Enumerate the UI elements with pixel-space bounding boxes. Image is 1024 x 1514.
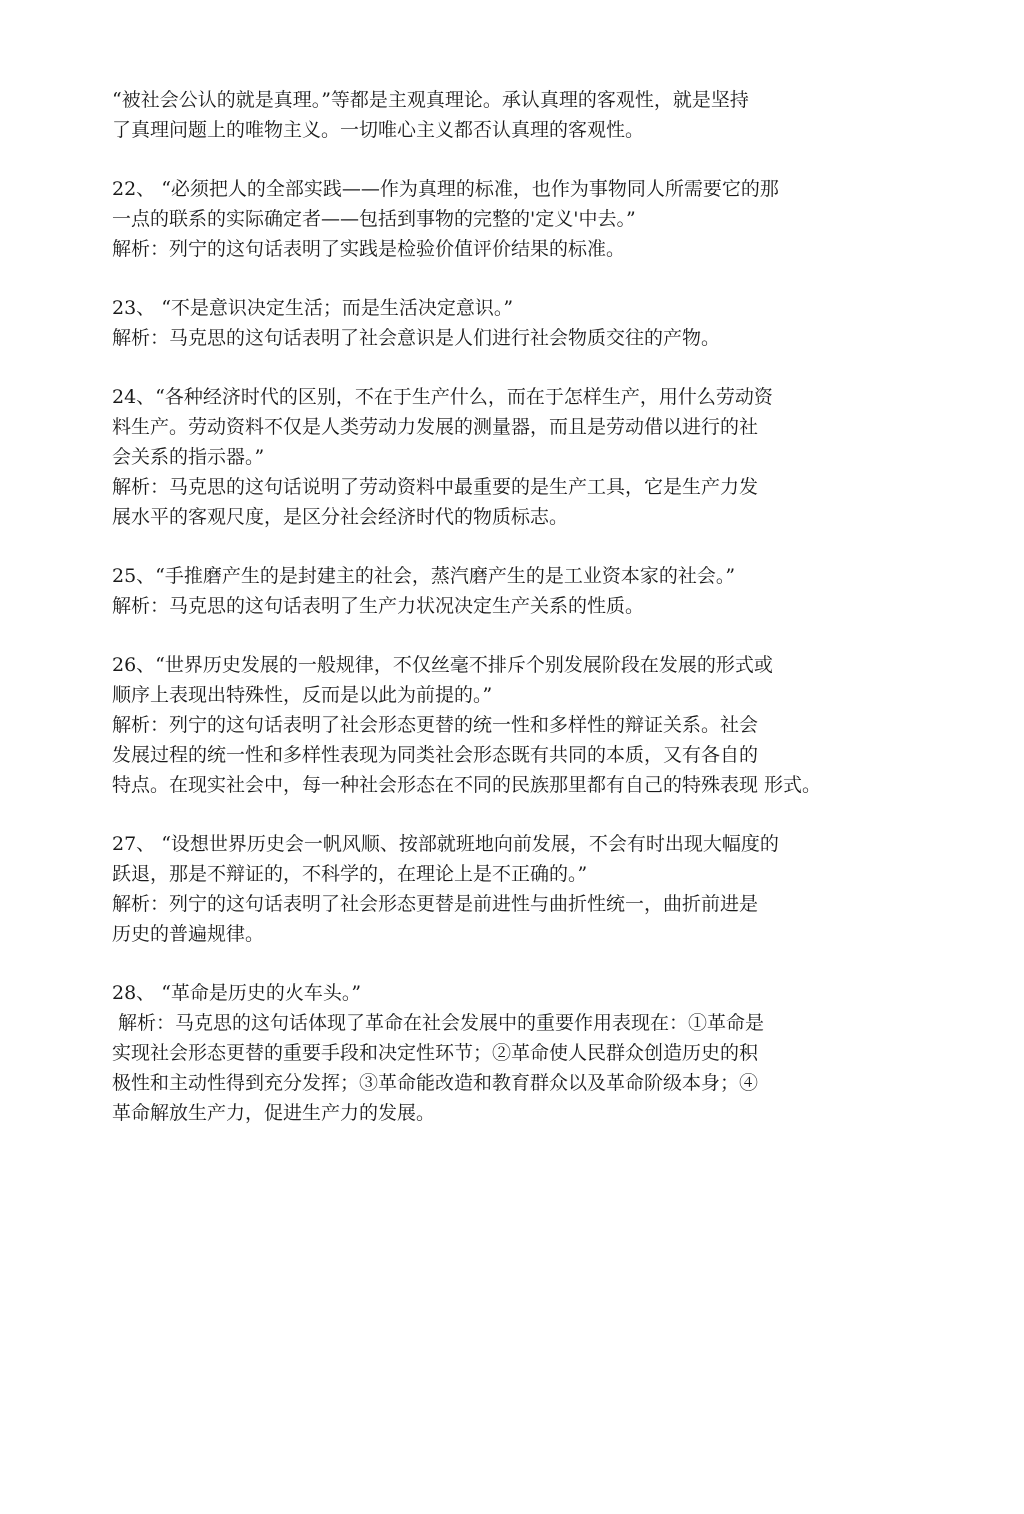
text-line: 顺序上表现出特殊性，反而是以此为前提的。” xyxy=(112,684,493,706)
text-line: 解析：列宁的这句话表明了实践是检验价值评价结果的标准。 xyxy=(112,238,626,260)
text-line: 26、“世界历史发展的一般规律，不仅丝毫不排斥个别发展阶段在发展的形式或 xyxy=(112,654,773,676)
text-line: “被社会公认的就是真理。”等都是主观真理论。承认真理的客观性，就是坚持 xyxy=(112,89,749,111)
text-line: 解析：列宁的这句话表明了社会形态更替是前进性与曲折性统一，曲折前进是 xyxy=(112,893,759,915)
text-line: 实现社会形态更替的重要手段和决定性环节；②革命使人民群众创造历史的积 xyxy=(112,1042,759,1064)
paragraph-26 xyxy=(112,650,1024,800)
text-line: 24、“各种经济时代的区别，不在于生产什么，而在于怎样生产，用什么劳动资 xyxy=(112,386,773,408)
paragraph-23 xyxy=(112,293,1024,353)
text-line: 解析：马克思的这句话表明了生产力状况决定生产关系的性质。 xyxy=(112,595,645,617)
text-line: 历史的普遍规律。 xyxy=(112,923,265,945)
text-line: 极性和主动性得到充分发挥；③革命能改造和教育群众以及革命阶级本身；④ xyxy=(112,1072,759,1094)
text-line: 料生产。劳动资料不仅是人类劳动力发展的测量器，而且是劳动借以进行的社 xyxy=(112,416,759,438)
paragraph-24 xyxy=(112,382,1024,532)
text-line: 23、 “不是意识决定生活；而是生活决定意识。” xyxy=(112,297,514,319)
paragraph-27 xyxy=(112,829,1024,949)
text-line: 了真理问题上的唯物主义。一切唯心主义都否认真理的客观性。 xyxy=(112,119,645,141)
text-line: 一点的联系的实际确定者——包括到事物的完整的'定义'中去。” xyxy=(112,208,636,230)
paragraph-22 xyxy=(112,174,1024,264)
text-line: 展水平的客观尺度，是区分社会经济时代的物质标志。 xyxy=(112,506,569,528)
paragraph-intro xyxy=(112,85,1024,145)
text-line: 发展过程的统一性和多样性表现为同类社会形态既有共同的本质，又有各自的 xyxy=(112,744,759,766)
text-line: 27、 “设想世界历史会一帆风顺、按部就班地向前发展，不会有时出现大幅度的 xyxy=(112,833,779,855)
text-line: 会关系的指示器。” xyxy=(112,446,265,468)
paragraph-28 xyxy=(112,978,1024,1128)
text-line: 22、 “必须把人的全部实践——作为真理的标准，也作为事物同人所需要它的那 xyxy=(112,178,779,200)
text-line: 特点。在现实社会中，每一种社会形态在不同的民族那里都有自己的特殊表现 形式。 xyxy=(112,774,822,796)
text-line: 解析：马克思的这句话表明了社会意识是人们进行社会物质交往的产物。 xyxy=(112,327,721,349)
text-line: 解析：马克思的这句话说明了劳动资料中最重要的是生产工具，它是生产力发 xyxy=(112,476,759,498)
text-line: 解析：列宁的这句话表明了社会形态更替的统一性和多样性的辩证关系。社会 xyxy=(112,714,759,736)
text-line: 28、 “革命是历史的火车头。” xyxy=(112,982,362,1004)
text-line: 解析：马克思的这句话体现了革命在社会发展中的重要作用表现在：①革命是 xyxy=(112,1012,765,1034)
text-line: 跃退，那是不辩证的，不科学的，在理论上是不正确的。” xyxy=(112,863,588,885)
text-line: 25、“手推磨产生的是封建主的社会，蒸汽磨产生的是工业资本家的社会。” xyxy=(112,565,736,587)
text-line: 革命解放生产力，促进生产力的发展。 xyxy=(112,1102,436,1124)
paragraph-25 xyxy=(112,561,1024,621)
